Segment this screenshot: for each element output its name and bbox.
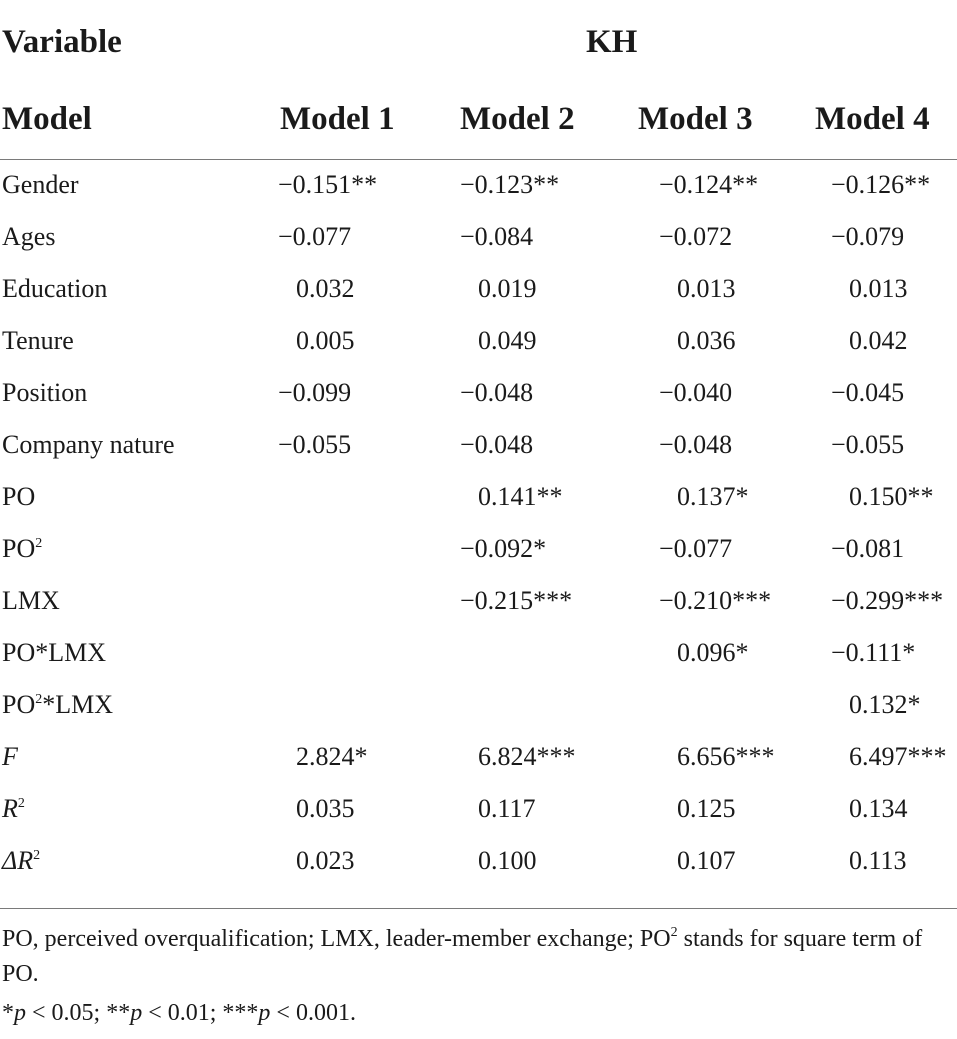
row-label-text: ΔR [2, 846, 34, 875]
sig-rest-2: < 0.01; [142, 1000, 223, 1026]
row-label-text: Position [2, 378, 88, 407]
model-3-value: 0.137* [677, 482, 749, 511]
model-1-value: 0.032 [296, 274, 355, 303]
model-3-value: 0.107 [677, 846, 736, 875]
header-rule [0, 159, 957, 160]
model-3-value: 0.096* [677, 638, 749, 667]
table-row [0, 536, 957, 588]
table-row [0, 172, 957, 224]
row-label-text: Tenure [2, 326, 74, 355]
model-4-value: −0.079 [831, 222, 905, 251]
row-label [2, 380, 87, 406]
sig-p-2: p [130, 1000, 143, 1026]
model-3-header: Model 3 [638, 101, 753, 137]
row-label [2, 848, 40, 874]
model-2-value: −0.084 [460, 222, 534, 251]
model-4-value: −0.126** [831, 170, 931, 199]
table-row [0, 640, 957, 692]
model-4-value: 0.113 [849, 846, 907, 875]
model-3-value: −0.072 [659, 222, 733, 251]
table-row [0, 484, 957, 536]
row-label [2, 172, 79, 198]
table-row [0, 328, 957, 380]
row-label [2, 484, 35, 510]
row-label [2, 224, 55, 250]
footer-rule [0, 908, 957, 909]
row-label [2, 536, 42, 562]
model-3-value: 0.036 [677, 326, 736, 355]
row-label [2, 692, 113, 718]
model-2-header: Model 2 [460, 101, 575, 137]
model-3-value: 0.013 [677, 274, 736, 303]
row-label-text: F [2, 742, 18, 771]
model-2-value: 0.049 [478, 326, 537, 355]
row-label-text: R [2, 794, 18, 823]
model-4-value: 6.497*** [849, 742, 947, 771]
row-label-text: PO [2, 690, 36, 719]
model-header: Model [2, 101, 92, 137]
model-2-value: −0.048 [460, 378, 534, 407]
sig-stars-2: ** [106, 1000, 131, 1026]
model-2-value: 0.100 [478, 846, 537, 875]
model-3-value: −0.077 [659, 534, 733, 563]
table-row [0, 588, 957, 640]
row-label-text: Company nature [2, 430, 175, 459]
table-row [0, 276, 957, 328]
row-label [2, 328, 74, 354]
model-4-value: −0.045 [831, 378, 905, 407]
row-label [2, 432, 175, 458]
model-1-value: −0.055 [278, 430, 352, 459]
footnote-abbreviations [2, 922, 952, 992]
sig-p-3: p [258, 1000, 271, 1026]
model-4-value: 0.132* [849, 690, 921, 719]
row-label-superscript: 2 [33, 848, 41, 863]
row-label [2, 588, 60, 614]
model-4-value: −0.299*** [831, 586, 944, 615]
model-2-value: −0.123** [460, 170, 560, 199]
table-row [0, 796, 957, 848]
model-4-value: 0.042 [849, 326, 908, 355]
model-2-value: −0.048 [460, 430, 534, 459]
footnote-significance [2, 996, 952, 1031]
row-label-superscript: 2 [35, 692, 43, 707]
model-1-value: 0.035 [296, 794, 355, 823]
sig-stars-3: *** [222, 1000, 259, 1026]
row-label-superscript: 2 [35, 536, 43, 551]
model-1-value: 0.023 [296, 846, 355, 875]
model-3-value: −0.124** [659, 170, 759, 199]
model-4-value: 0.134 [849, 794, 908, 823]
sig-stars-1: * [2, 1000, 14, 1026]
footnote-text-1: PO, perceived overqualification; LMX, leader-member exchange; PO [2, 926, 671, 952]
row-label-suffix: *LMX [42, 690, 114, 719]
model-2-value: 6.824*** [478, 742, 576, 771]
table-row [0, 432, 957, 484]
model-2-value: 0.019 [478, 274, 537, 303]
sig-rest-3: < 0.001. [270, 1000, 356, 1026]
model-1-value: 2.824* [296, 742, 368, 771]
row-label-text: Education [2, 274, 108, 303]
model-2-value: −0.215*** [460, 586, 573, 615]
row-label [2, 276, 107, 302]
row-label-text: PO [2, 482, 36, 511]
variable-header: Variable [2, 24, 122, 60]
table-row [0, 744, 957, 796]
model-4-header: Model 4 [815, 101, 930, 137]
group-header: KH [586, 24, 638, 60]
model-1-header: Model 1 [280, 101, 395, 137]
model-4-value: −0.081 [831, 534, 905, 563]
sig-p-1: p [14, 1000, 26, 1026]
row-label [2, 640, 106, 666]
row-label-text: PO [2, 534, 36, 563]
footnote-superscript: 2 [670, 925, 678, 940]
row-label-text: Gender [2, 170, 79, 199]
model-4-value: 0.150** [849, 482, 934, 511]
model-4-value: −0.055 [831, 430, 905, 459]
row-label [2, 744, 18, 770]
table-row [0, 224, 957, 276]
model-1-value: −0.077 [278, 222, 352, 251]
model-1-value: −0.151** [278, 170, 378, 199]
model-1-value: 0.005 [296, 326, 355, 355]
row-label-text: LMX [2, 586, 60, 615]
model-4-value: 0.013 [849, 274, 908, 303]
row-label-superscript: 2 [17, 796, 25, 811]
sig-rest-1: < 0.05; [26, 1000, 107, 1026]
model-3-value: 6.656*** [677, 742, 775, 771]
row-label [2, 796, 25, 822]
table-row [0, 848, 957, 900]
footnote-text-2: stands for square term of PO. [2, 926, 923, 987]
model-3-value: −0.048 [659, 430, 733, 459]
model-2-value: 0.117 [478, 794, 536, 823]
row-label-text: PO*LMX [2, 638, 107, 667]
table-row [0, 692, 957, 744]
model-4-value: −0.111* [831, 638, 916, 667]
model-2-value: 0.141** [478, 482, 563, 511]
model-3-value: −0.040 [659, 378, 733, 407]
table-row [0, 380, 957, 432]
row-label-text: Ages [2, 222, 56, 251]
model-3-value: −0.210*** [659, 586, 772, 615]
model-1-value: −0.099 [278, 378, 352, 407]
model-2-value: −0.092* [460, 534, 547, 563]
model-3-value: 0.125 [677, 794, 736, 823]
